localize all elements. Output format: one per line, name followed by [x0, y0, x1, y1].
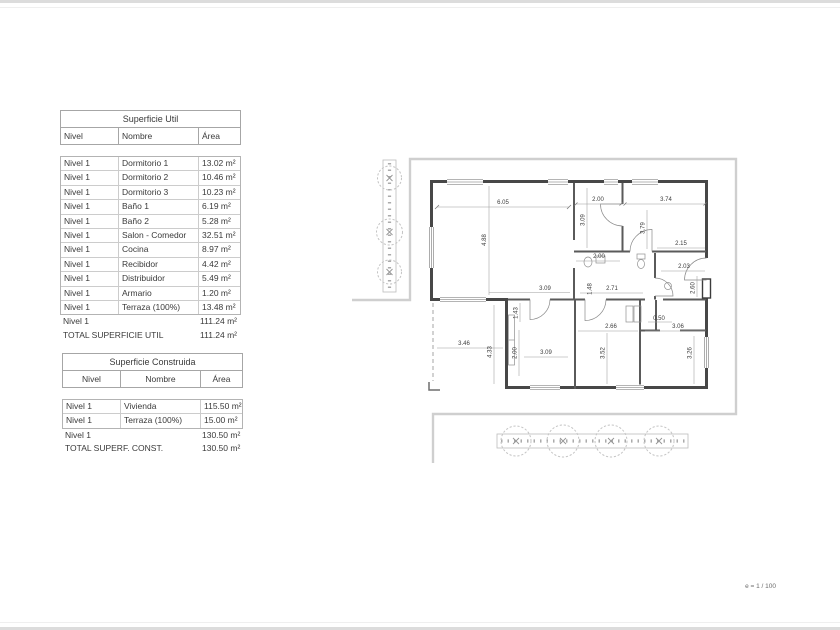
table-body	[62, 399, 243, 429]
terrace-outline	[429, 303, 440, 390]
cell-area: 13.48 m²	[198, 301, 240, 314]
subtotal-area: 111.24 m²	[200, 316, 238, 327]
cell-nivel: Nivel 1	[66, 415, 92, 426]
cell-area: 5.49 m²	[198, 272, 240, 285]
table-row	[61, 170, 240, 184]
dimension-label: 1.43	[513, 307, 520, 319]
cell-area: 13.02 m²	[198, 157, 240, 170]
total-area: 111.24 m²	[200, 329, 238, 340]
cell-nivel: Nivel 1	[64, 287, 90, 298]
table-row	[61, 271, 240, 285]
total-label: TOTAL SUPERFICIE UTIL	[63, 329, 164, 340]
fixtures	[509, 254, 672, 365]
cell-area: 5.28 m²	[198, 215, 240, 228]
subtotal-row	[60, 315, 241, 328]
table-title: Superficie Util	[60, 110, 241, 128]
cell-nombre: Distribuidor	[118, 272, 198, 285]
cell-nombre: Dormitorio 2	[118, 171, 198, 184]
superficie-construida-table	[62, 353, 243, 456]
dimension-label: 0.50	[653, 316, 665, 322]
dimension-label: 2.15	[675, 241, 687, 247]
cell-area: 10.46 m²	[198, 171, 240, 184]
tree-row-vertical	[377, 160, 403, 292]
column-header-nivel: Nivel	[82, 374, 101, 384]
column-header-nivel: Nivel	[64, 131, 83, 141]
table-header-row	[60, 128, 241, 145]
cell-nivel: Nivel 1	[64, 201, 90, 212]
cell-area: 10.23 m²	[198, 186, 240, 199]
dimension-label: 6.05	[497, 200, 509, 206]
cell-nombre: Salon - Comedor	[118, 229, 198, 242]
cell-nombre: Recibidor	[118, 258, 198, 271]
cell-nivel: Nivel 1	[64, 229, 90, 240]
dimension-label: 2.66	[605, 324, 617, 330]
table-row	[61, 242, 240, 256]
table-row	[61, 199, 240, 213]
dimension-label: 3.46	[458, 341, 470, 347]
subtotal-nivel: Nivel 1	[65, 429, 91, 440]
table-row	[63, 400, 242, 413]
dimension-label: 3.26	[687, 347, 694, 359]
top-edge-bar	[0, 0, 840, 3]
top-edge-line	[0, 7, 840, 8]
subtotal-row	[62, 429, 243, 442]
column-header-nombre: Nombre	[120, 371, 200, 387]
total-area: 130.50 m²	[202, 443, 241, 454]
dimension-label: 3.79	[640, 222, 647, 234]
table-row	[61, 185, 240, 199]
dimension-label: 3.09	[540, 350, 552, 356]
table-row	[61, 214, 240, 228]
cell-area: 6.19 m²	[198, 200, 240, 213]
floor-plan	[340, 135, 810, 630]
dimension-label: 3.09	[539, 286, 551, 292]
table-header-row	[62, 371, 243, 388]
dimension-label: 2.60	[690, 282, 697, 294]
doors	[530, 204, 707, 321]
windows	[429, 179, 711, 391]
dimension-label: 2.03	[678, 264, 690, 270]
site-boundary-line	[352, 159, 736, 463]
cell-nivel: Nivel 1	[64, 172, 90, 183]
subtotal-area: 130.50 m²	[202, 429, 241, 440]
cell-nombre: Baño 1	[118, 200, 198, 213]
cell-nivel: Nivel 1	[64, 215, 90, 226]
table-row	[61, 286, 240, 300]
dimension-label: 3.09	[580, 214, 587, 226]
subtotal-nombre	[117, 315, 197, 328]
cell-nivel: Nivel 1	[64, 301, 90, 312]
total-row	[60, 329, 241, 342]
dimension-label: 2.00	[512, 347, 519, 359]
table-row	[61, 157, 240, 170]
cell-area: 1.20 m²	[198, 287, 240, 300]
cell-nombre: Dormitorio 1	[118, 157, 198, 170]
table-row	[63, 413, 242, 427]
table-body	[60, 156, 241, 315]
dimension-label: 2.00	[593, 254, 605, 260]
cell-nivel: Nivel 1	[64, 273, 90, 284]
column-header-area: Área	[200, 371, 242, 387]
subtotal-nivel: Nivel 1	[63, 316, 89, 327]
cell-nombre: Dormitorio 3	[118, 186, 198, 199]
dimension-label: 4.88	[482, 234, 488, 246]
column-header-area: Área	[198, 128, 240, 144]
cell-nivel: Nivel 1	[64, 158, 90, 168]
cell-nivel: Nivel 1	[64, 258, 90, 269]
scale-note: e = 1 / 100	[745, 583, 776, 590]
cell-area: 115.50 m²	[200, 400, 242, 413]
cell-nombre: Terraza (100%)	[120, 414, 200, 427]
cell-nivel: Nivel 1	[64, 244, 90, 255]
cell-area: 15.00 m²	[200, 414, 242, 427]
table-spacer	[60, 145, 241, 156]
total-label: TOTAL SUPERF. CONST.	[65, 443, 164, 454]
building-walls	[430, 180, 708, 389]
dimension-label: 3.06	[672, 324, 684, 330]
column-header-nombre: Nombre	[118, 128, 198, 144]
table-spacer	[62, 388, 243, 399]
table-row	[61, 228, 240, 242]
dimension-label: 3.52	[600, 347, 607, 359]
cell-area: 32.51 m²	[198, 229, 240, 242]
cell-area: 8.97 m²	[198, 243, 240, 256]
cell-nombre: Baño 2	[118, 215, 198, 228]
dimension-label: 4.33	[487, 346, 494, 358]
total-row	[62, 442, 243, 455]
subtotal-nombre	[119, 429, 199, 442]
cell-nombre: Cocina	[118, 243, 198, 256]
cell-nombre: Terraza (100%)	[118, 301, 198, 314]
dimension-label: 1.48	[587, 283, 594, 295]
dimension-lines	[435, 186, 707, 384]
cell-nombre: Vivienda	[120, 400, 200, 413]
table-row	[61, 300, 240, 314]
dimension-label: 2.71	[606, 286, 618, 292]
cell-nivel: Nivel 1	[66, 401, 92, 411]
dimension-label: 2.00	[592, 197, 604, 203]
cell-nombre: Armario	[118, 287, 198, 300]
dimension-label: 3.74	[660, 197, 672, 203]
hedge-row-horizontal	[497, 425, 688, 457]
table-title: Superficie Construida	[62, 353, 243, 371]
cell-nivel: Nivel 1	[64, 186, 90, 197]
superficie-util-table	[60, 110, 241, 342]
table-row	[61, 257, 240, 271]
cell-area: 4.42 m²	[198, 258, 240, 271]
